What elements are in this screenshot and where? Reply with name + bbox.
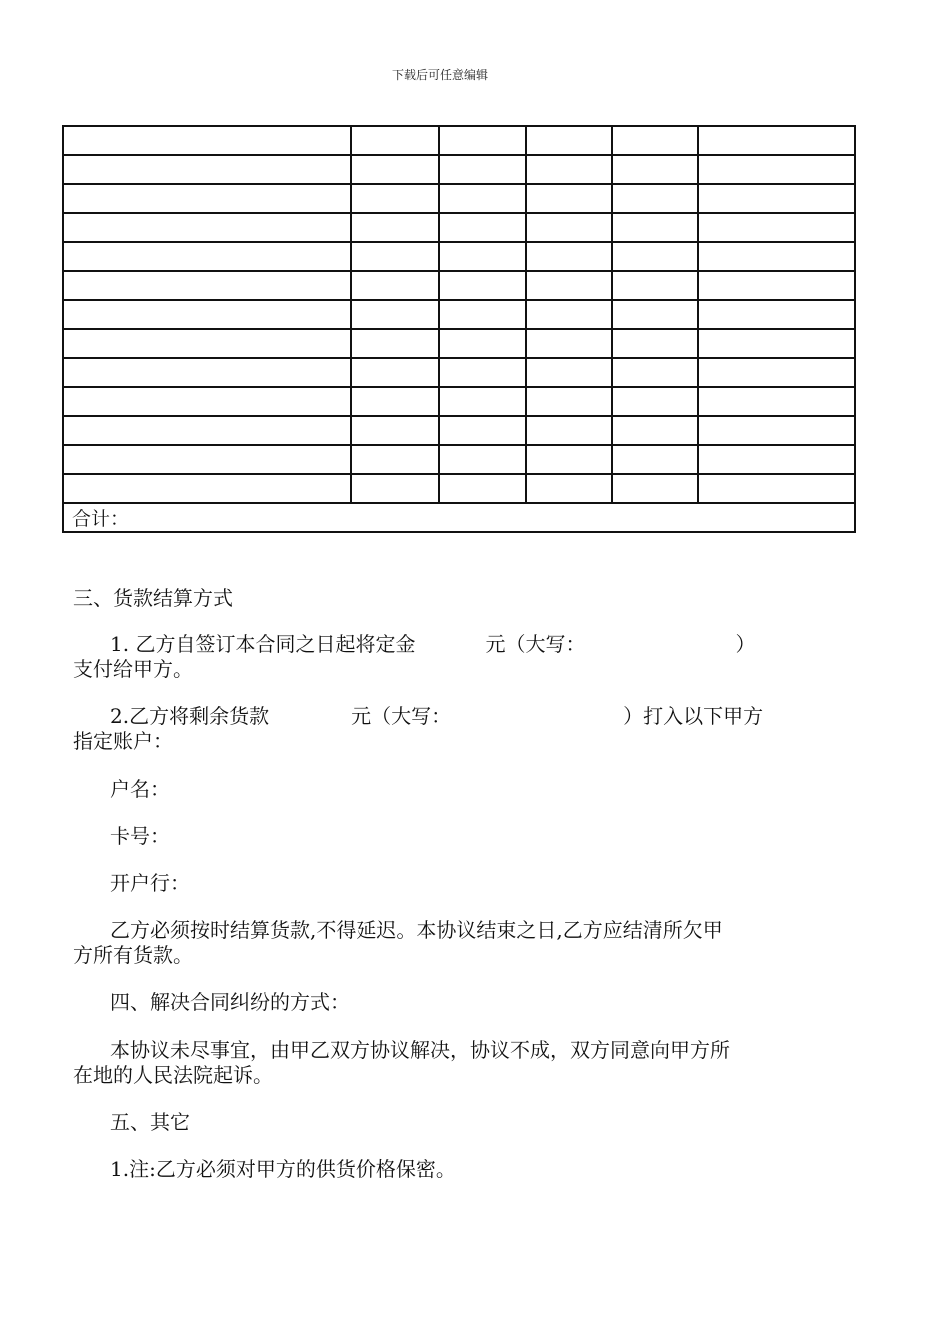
table-cell	[612, 358, 698, 387]
table-cell	[439, 184, 526, 213]
payment-item-2-text-b: 元（大写：	[351, 704, 452, 728]
table-row	[63, 474, 855, 503]
confidentiality-clause: 1.注:乙方必须对甲方的供货价格保密。	[110, 1157, 456, 1181]
table-cell	[526, 358, 612, 387]
table-row	[63, 126, 855, 155]
table-cell	[63, 358, 351, 387]
table-row	[63, 329, 855, 358]
table-cell	[526, 271, 612, 300]
page-header-note: 下载后可任意编辑	[391, 68, 488, 82]
table-cell	[63, 126, 351, 155]
table-cell	[612, 329, 698, 358]
table-cell	[63, 300, 351, 329]
table-cell	[439, 416, 526, 445]
table-cell	[612, 416, 698, 445]
table-cell	[698, 184, 855, 213]
table-cell	[63, 184, 351, 213]
table-cell	[63, 242, 351, 271]
table-cell	[612, 242, 698, 271]
card-number-label: 卡号：	[110, 824, 170, 848]
table-cell	[698, 416, 855, 445]
table-row	[63, 213, 855, 242]
table-cell	[526, 300, 612, 329]
table-cell	[63, 213, 351, 242]
table-cell	[351, 300, 439, 329]
table-cell	[698, 242, 855, 271]
goods-table	[62, 125, 856, 533]
table-row	[63, 300, 855, 329]
payment-item-1-text-b: 元（大写：	[485, 632, 586, 656]
table-cell	[63, 416, 351, 445]
payment-item-1-cont: 支付给甲方。	[73, 657, 193, 681]
table-cell	[63, 474, 351, 503]
settlement-note-line-2: 方所有货款。	[73, 943, 193, 967]
table-row	[63, 271, 855, 300]
table-cell	[612, 155, 698, 184]
table-row	[63, 445, 855, 474]
section-3-title: 三、货款结算方式	[73, 586, 233, 610]
table-cell	[526, 329, 612, 358]
table-cell	[351, 387, 439, 416]
table-cell	[63, 387, 351, 416]
table-cell	[698, 155, 855, 184]
table-cell	[612, 474, 698, 503]
table-cell	[439, 387, 526, 416]
table-cell	[351, 329, 439, 358]
section-5-title: 五、其它	[110, 1110, 190, 1134]
table-cell	[351, 358, 439, 387]
table-cell	[612, 213, 698, 242]
payment-item-1-text-a: 1. 乙方自签订本合同之日起将定金	[110, 632, 416, 656]
table-cell	[439, 242, 526, 271]
account-name-label: 户名：	[110, 777, 170, 801]
table-cell	[439, 445, 526, 474]
section-4-title: 四、解决合同纠纷的方式：	[110, 990, 350, 1014]
payment-item-1	[73, 632, 813, 656]
table-cell	[612, 184, 698, 213]
table-cell	[526, 445, 612, 474]
table-cell	[526, 242, 612, 271]
settlement-note-line-1: 乙方必须按时结算货款,不得延迟。本协议结束之日,乙方应结清所欠甲	[110, 918, 723, 942]
payment-item-2-text-a: 2.乙方将剩余货款	[110, 704, 270, 728]
table-row	[63, 155, 855, 184]
table-cell	[526, 126, 612, 155]
table-cell	[526, 416, 612, 445]
table-cell	[612, 300, 698, 329]
table-cell	[612, 126, 698, 155]
payment-item-2-text-c: ）打入以下甲方	[623, 704, 764, 728]
table-cell	[439, 271, 526, 300]
table-cell	[439, 358, 526, 387]
table-cell	[439, 474, 526, 503]
table-cell	[439, 300, 526, 329]
payment-item-2	[73, 704, 813, 728]
table-row	[63, 184, 855, 213]
table-cell	[351, 155, 439, 184]
table-cell	[612, 271, 698, 300]
table-cell	[351, 416, 439, 445]
table-row	[63, 242, 855, 271]
bank-label: 开户行：	[110, 871, 190, 895]
total-label: 合计：	[63, 503, 855, 532]
dispute-text-line-2: 在地的人民法院起诉。	[73, 1063, 273, 1087]
table-cell	[351, 242, 439, 271]
table-cell	[526, 155, 612, 184]
table-cell	[351, 126, 439, 155]
table-cell	[526, 387, 612, 416]
table-row	[63, 416, 855, 445]
payment-item-1-text-c: ）	[735, 632, 756, 656]
table-cell	[351, 184, 439, 213]
table-cell	[526, 213, 612, 242]
table-cell	[439, 155, 526, 184]
table-cell	[351, 213, 439, 242]
table-cell	[698, 358, 855, 387]
table-cell	[698, 126, 855, 155]
table-cell	[698, 474, 855, 503]
table-cell	[698, 271, 855, 300]
table-cell	[63, 155, 351, 184]
dispute-text-line-1: 本协议未尽事宜，由甲乙双方协议解决，协议不成，双方同意向甲方所	[110, 1038, 730, 1062]
table-cell	[526, 184, 612, 213]
table-cell	[63, 329, 351, 358]
table-cell	[351, 445, 439, 474]
table-cell	[698, 329, 855, 358]
table-cell	[439, 126, 526, 155]
table-cell	[439, 329, 526, 358]
table-cell	[351, 271, 439, 300]
table-cell	[63, 445, 351, 474]
table-cell	[612, 387, 698, 416]
table-row	[63, 387, 855, 416]
table-cell	[698, 300, 855, 329]
table-row	[63, 358, 855, 387]
table-cell	[698, 387, 855, 416]
table-cell	[612, 445, 698, 474]
table-cell	[526, 474, 612, 503]
table-cell	[698, 213, 855, 242]
payment-item-2-cont: 指定账户：	[73, 729, 173, 753]
table-cell	[351, 474, 439, 503]
table-cell	[698, 445, 855, 474]
table-cell	[63, 271, 351, 300]
table-total-row	[63, 503, 855, 532]
table-cell	[439, 213, 526, 242]
